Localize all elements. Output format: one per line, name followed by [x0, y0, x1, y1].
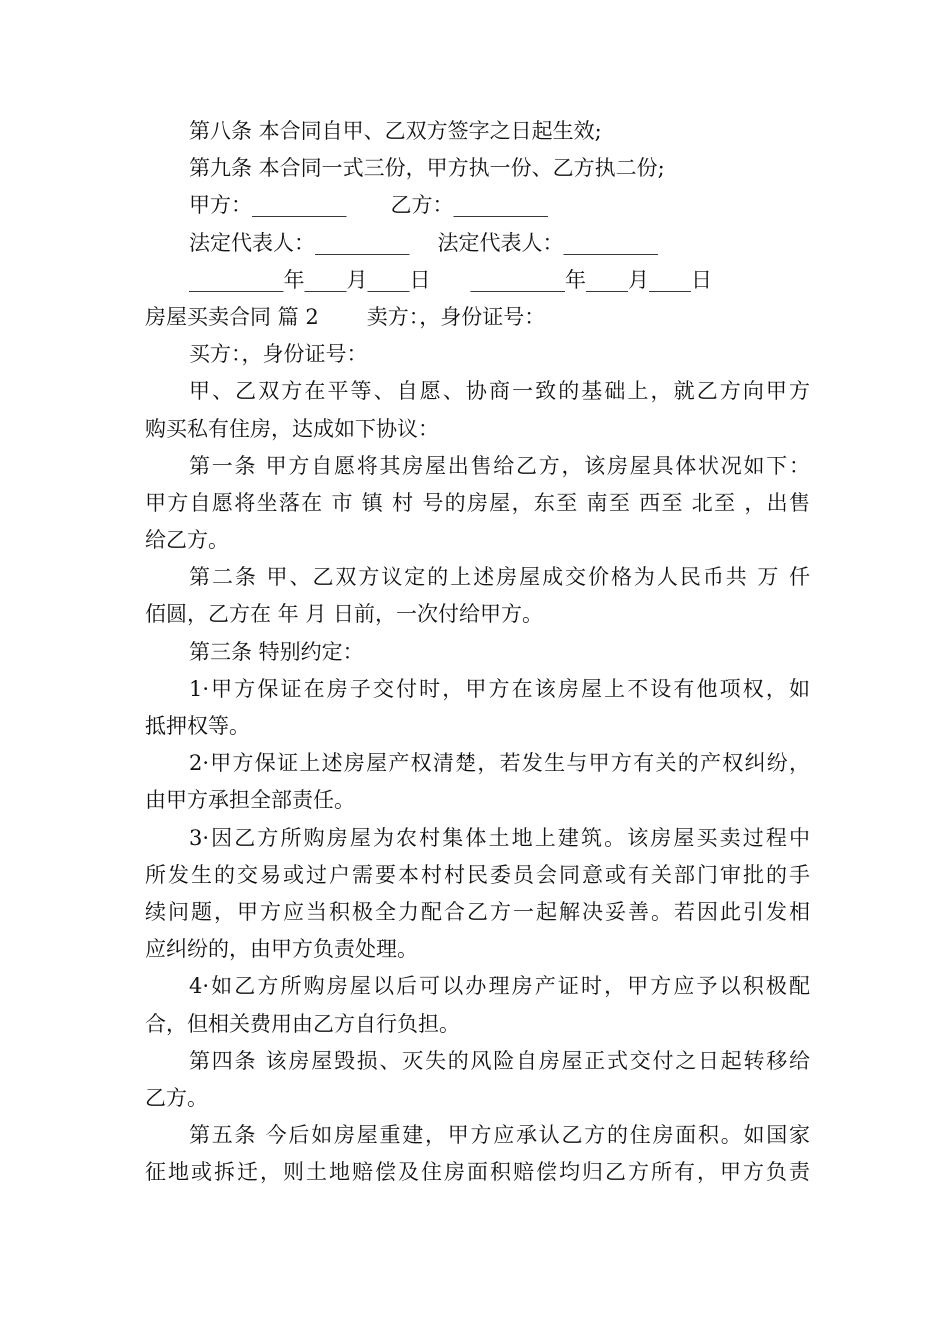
- body-line: 合，但相关费用由乙方自行负担。: [145, 1011, 460, 1036]
- buyer-line: 买方：，身份证号：: [189, 342, 368, 367]
- body-line: 1·甲方保证在房子交付时，甲方在该房屋上不设有他项权，如: [189, 676, 810, 701]
- body-line: 佰圆，乙方在 年 月 日前，一次付给甲方。: [145, 602, 544, 627]
- body-line: 3·因乙方所购房屋为农村集体土地上建筑。该房屋买卖过程中: [189, 825, 810, 850]
- body-line: 由甲方承担全部责任。: [145, 788, 355, 813]
- body-line: 第三条 特别约定：: [189, 639, 364, 664]
- body-line: 应纠纷的，由甲方负责处理。: [145, 937, 418, 962]
- section-title: 房屋买卖合同 篇 2: [145, 304, 319, 329]
- signature-rep-row: [145, 225, 810, 262]
- signature-party-a: 甲方：_________: [189, 193, 347, 218]
- body-line: 甲、乙双方在平等、自愿、协商一致的基础上，就乙方向甲方: [189, 379, 810, 404]
- body-line: 所发生的交易或过户需要本村村民委员会同意或有关部门审批的手: [145, 862, 810, 887]
- body-line: 给乙方。: [145, 528, 229, 553]
- signature-rep-a: 法定代表人：_________: [189, 230, 410, 255]
- body-line: 征地或拆迁，则土地赔偿及住房面积赔偿均归乙方所有，甲方负责: [145, 1160, 810, 1185]
- body-line: 第五条 今后如房屋重建，甲方应承认乙方的住房面积。如国家: [189, 1123, 810, 1148]
- signature-rep-b: 法定代表人：_________: [437, 230, 658, 255]
- body-line: 4·如乙方所购房屋以后可以办理房产证时，甲方应予以积极配: [189, 974, 810, 999]
- body-line: 2·甲方保证上述房屋产权清楚，若发生与甲方有关的产权纠纷，: [189, 751, 810, 776]
- signature-party-b: 乙方：_________: [390, 193, 548, 218]
- body-line: 抵押权等。: [145, 714, 250, 738]
- article-8-line: 第八条 本合同自甲、乙双方签字之日起生效;: [189, 119, 602, 143]
- body-line: 续问题，甲方应当积极全力配合乙方一起解决妥善。若因此引发相: [145, 899, 810, 924]
- body-line: 第四条 该房屋毁损、灭失的风险自房屋正式交付之日起转移给: [189, 1048, 810, 1073]
- seller-line: 卖方：，身份证号：: [366, 304, 546, 329]
- body-line: 第二条 甲、乙双方议定的上述房屋成交价格为人民币共 万 仟: [189, 565, 810, 590]
- signature-date-a: _________年____月____日: [189, 267, 431, 292]
- signature-date-b: _________年____月____日: [470, 267, 712, 292]
- article-9-line: 第九条 本合同一式三份，甲方执一份、乙方执二份;: [189, 156, 665, 181]
- section-title-row: [145, 299, 810, 336]
- signature-date-row: [145, 262, 810, 299]
- body-line: 乙方。: [145, 1085, 208, 1110]
- signature-party-row: [145, 187, 810, 224]
- body-line: 甲方自愿将坐落在 市 镇 村 号的房屋，东至 南至 西至 北至 ，出售: [145, 490, 810, 515]
- body-line: 购买私有住房，达成如下协议：: [145, 416, 439, 441]
- body-line: 第一条 甲方自愿将其房屋出售给乙方，该房屋具体状况如下：: [189, 453, 810, 478]
- document-page: [145, 113, 810, 1191]
